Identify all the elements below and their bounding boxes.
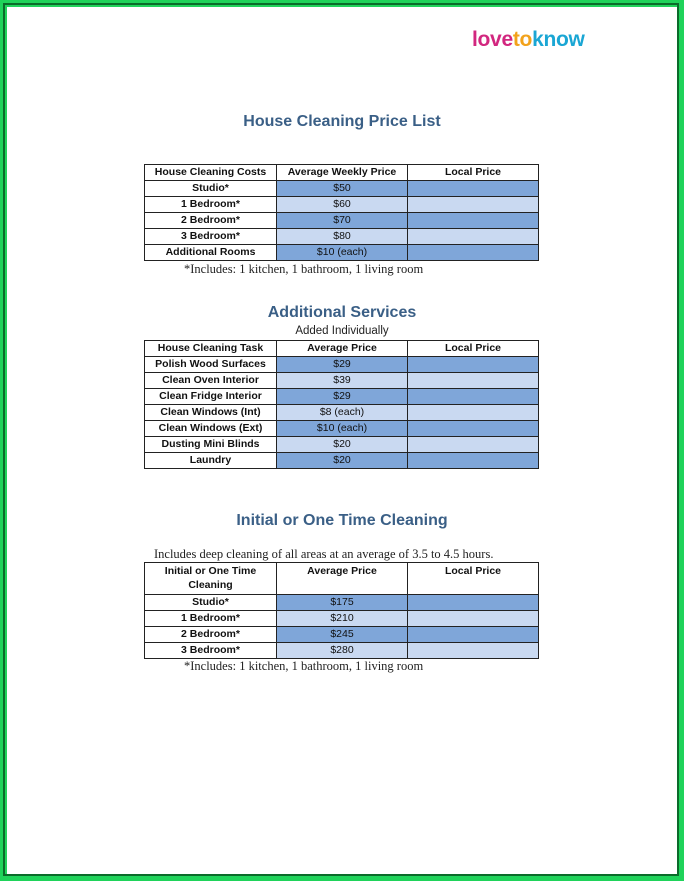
table-row xyxy=(145,405,539,421)
includes-note: *Includes: 1 kitchen, 1 bathroom, 1 living room xyxy=(184,262,424,276)
table-row xyxy=(145,389,539,405)
header-cell: Local Price xyxy=(408,341,539,357)
item-cell: 2 Bedroom* xyxy=(145,627,277,643)
table-row xyxy=(145,643,539,659)
item-cell: Clean Fridge Interior xyxy=(145,389,277,405)
includes-note: *Includes: 1 kitchen, 1 bathroom, 1 living room xyxy=(184,659,424,673)
local-price-cell[interactable] xyxy=(408,643,539,659)
table-row xyxy=(145,213,539,229)
header-cell: Local Price xyxy=(408,563,539,595)
local-price-cell[interactable] xyxy=(408,357,539,373)
price-cell: $29 xyxy=(277,357,408,373)
table-row xyxy=(145,421,539,437)
table-row xyxy=(145,181,539,197)
header-cell: Average Weekly Price xyxy=(277,165,408,181)
price-cell: $10 (each) xyxy=(277,421,408,437)
local-price-cell[interactable] xyxy=(408,595,539,611)
logo-part-to: to xyxy=(512,28,533,51)
local-price-cell[interactable] xyxy=(408,197,539,213)
table-header-row xyxy=(145,563,539,595)
item-cell: 2 Bedroom* xyxy=(145,213,277,229)
lovetoknow-logo[interactable] xyxy=(472,28,585,52)
table-row xyxy=(145,245,539,261)
initial-cleaning-intro: Includes deep cleaning of all areas at an average of 3.5 to 4.5 hours. xyxy=(154,547,494,561)
logo-part-know: know xyxy=(532,28,585,51)
additional-services-table xyxy=(144,340,539,469)
header-cell: Initial or One Time Cleaning xyxy=(145,563,277,595)
price-cell: $245 xyxy=(277,627,408,643)
price-cell: $50 xyxy=(277,181,408,197)
table-row xyxy=(145,453,539,469)
initial-cleaning-title: Initial or One Time Cleaning xyxy=(236,512,448,529)
item-cell: Studio* xyxy=(145,595,277,611)
price-cell: $60 xyxy=(277,197,408,213)
logo-part-love: love xyxy=(472,28,513,51)
price-cell: $10 (each) xyxy=(277,245,408,261)
local-price-cell[interactable] xyxy=(408,437,539,453)
item-cell: 3 Bedroom* xyxy=(145,643,277,659)
table-row xyxy=(145,627,539,643)
item-cell: Polish Wood Surfaces xyxy=(145,357,277,373)
table-row xyxy=(145,437,539,453)
item-cell: Clean Windows (Int) xyxy=(145,405,277,421)
local-price-cell[interactable] xyxy=(408,181,539,197)
additional-services-subtitle: Added Individually xyxy=(295,325,389,337)
item-cell: 1 Bedroom* xyxy=(145,197,277,213)
header-cell: Average Price xyxy=(277,563,408,595)
document-page xyxy=(7,7,677,874)
item-cell: Studio* xyxy=(145,181,277,197)
table-row xyxy=(145,197,539,213)
header-cell: Local Price xyxy=(408,165,539,181)
table-row xyxy=(145,357,539,373)
local-price-cell[interactable] xyxy=(408,421,539,437)
price-cell: $175 xyxy=(277,595,408,611)
item-cell: Additional Rooms xyxy=(145,245,277,261)
local-price-cell[interactable] xyxy=(408,389,539,405)
additional-services-title: Additional Services xyxy=(267,304,417,321)
item-cell: Dusting Mini Blinds xyxy=(145,437,277,453)
table-row xyxy=(145,373,539,389)
price-cell: $8 (each) xyxy=(277,405,408,421)
item-cell: Laundry xyxy=(145,453,277,469)
local-price-cell[interactable] xyxy=(408,627,539,643)
item-cell: Clean Oven Interior xyxy=(145,373,277,389)
item-cell: Clean Windows (Ext) xyxy=(145,421,277,437)
price-list-table xyxy=(144,164,539,261)
price-cell: $210 xyxy=(277,611,408,627)
table-header-row xyxy=(145,341,539,357)
table-row xyxy=(145,595,539,611)
item-cell: 3 Bedroom* xyxy=(145,229,277,245)
header-cell: House Cleaning Task xyxy=(145,341,277,357)
local-price-cell[interactable] xyxy=(408,229,539,245)
price-list-title: House Cleaning Price List xyxy=(243,113,441,130)
local-price-cell[interactable] xyxy=(408,611,539,627)
header-cell: House Cleaning Costs xyxy=(145,165,277,181)
price-cell: $20 xyxy=(277,437,408,453)
table-row xyxy=(145,611,539,627)
item-cell: 1 Bedroom* xyxy=(145,611,277,627)
price-cell: $80 xyxy=(277,229,408,245)
price-cell: $29 xyxy=(277,389,408,405)
local-price-cell[interactable] xyxy=(408,373,539,389)
initial-cleaning-table xyxy=(144,562,539,659)
header-cell: Average Price xyxy=(277,341,408,357)
local-price-cell[interactable] xyxy=(408,453,539,469)
local-price-cell[interactable] xyxy=(408,405,539,421)
price-cell: $39 xyxy=(277,373,408,389)
price-cell: $20 xyxy=(277,453,408,469)
table-header-row xyxy=(145,165,539,181)
local-price-cell[interactable] xyxy=(408,213,539,229)
local-price-cell[interactable] xyxy=(408,245,539,261)
price-cell: $70 xyxy=(277,213,408,229)
table-row xyxy=(145,229,539,245)
price-cell: $280 xyxy=(277,643,408,659)
